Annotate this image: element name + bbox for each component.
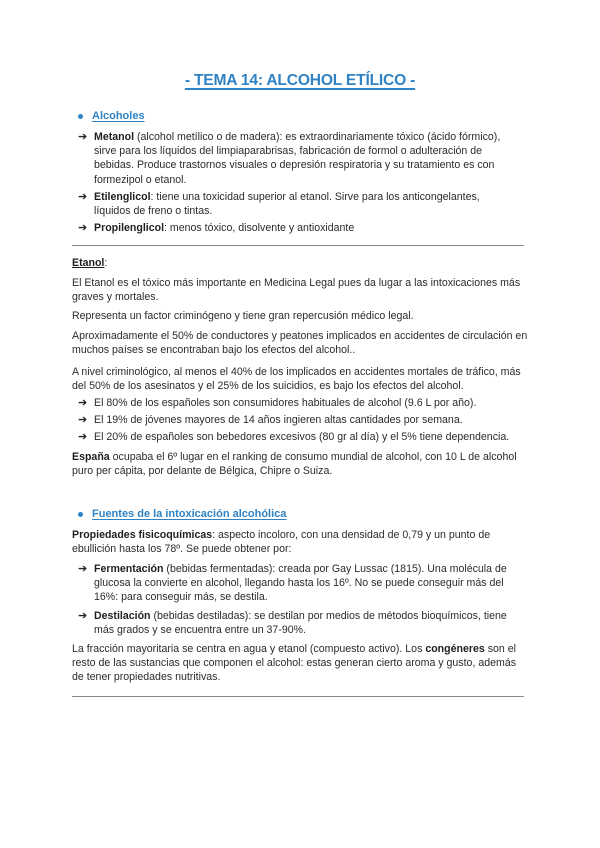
item-term: Fermentación [94, 563, 164, 575]
item-text: : menos tóxico, disolvente y antioxidante [164, 222, 355, 235]
etanol-label-suffix: : [104, 257, 108, 269]
list-item [78, 221, 518, 235]
page-title [0, 74, 600, 89]
title-text: - TEMA 14: ALCOHOL ETÍLICO - [184, 72, 416, 89]
alcoholes-list [78, 130, 518, 238]
arrow-right-icon: ➔ [78, 609, 88, 622]
properties-bold: Propiedades fisicoquímicas [72, 529, 213, 541]
obtention-list [78, 562, 518, 640]
etanol-paragraph-4: A nivel criminológico, al menos el 40% de los implicados en accidentes mortales de tráfico, más del 50% de los asesinatos y el 25% de los suicidios, es bajo los efectos del alcohol. [72, 366, 521, 393]
section-heading-alcoholes [78, 109, 145, 123]
divider [72, 245, 524, 246]
list-item [78, 190, 518, 218]
etanol-paragraph-1: El Etanol es el tóxico más importante en Medicina Legal pues da lugar a las intoxicaciones más graves y mortales. [72, 277, 521, 304]
etanol-paragraph-2: Representa un factor criminógeno y tiene gran repercusión médico legal. [72, 310, 414, 322]
arrow-right-icon: ➔ [78, 563, 88, 575]
list-item [78, 413, 518, 427]
list-item [78, 609, 518, 637]
item-term: Etilenglicol [94, 190, 151, 203]
item-text: El 19% de jóvenes mayores de 14 años ingieren altas cantidades por semana. [94, 414, 463, 427]
espana-bold: España [72, 451, 110, 463]
divider [72, 696, 524, 697]
section-heading-text: Alcoholes [92, 110, 145, 122]
properties-text: : aspecto incoloro, con una densidad de 0,79 y un punto de ebullición hasta los 78º. Se puede obtener por: [72, 529, 491, 556]
etanol-label [72, 256, 530, 270]
item-text: (bebidas destiladas): se destilan por medios de métodos bioquímicos, tiene más grados y se encuentra entre un 37-90%. [94, 609, 507, 636]
final-bold: congéneres [425, 643, 485, 655]
section-heading-text: Fuentes de la intoxicación alcohólica [92, 508, 287, 520]
item-text: : tiene una toxicidad superior al etanol. Sirve para los anticongelantes, líquidos de freno o tintas. [94, 190, 480, 218]
list-item [78, 562, 518, 605]
final-text-b: son el resto de las sustancias que componen el alcohol: estas generan cierto aroma y gusto, además de tener propiedades nutritivas. [72, 643, 517, 684]
item-term: Propilenglicol [94, 222, 165, 235]
item-term: Destilación [94, 609, 151, 622]
arrow-right-icon: ➔ [78, 431, 88, 444]
etanol-stats-list [78, 396, 518, 448]
list-item [78, 396, 518, 410]
final-paragraph [72, 642, 530, 685]
etanol-paragraph-5 [72, 450, 530, 478]
final-text-a: La fracción mayoritaria se centra en agua y etanol (compuesto activo). Los [72, 643, 426, 655]
bullet-dot-icon [78, 512, 83, 517]
properties-paragraph [72, 528, 530, 556]
item-text: (bebidas fermentadas): creada por Gay Lussac (1815). Una molécula de glucosa la convierte en alcohol, llegando hasta los 16º. No se puede conseguir más del 16%: para conseguir más, se destila. [94, 563, 507, 604]
arrow-right-icon: ➔ [78, 222, 88, 235]
section-heading-fuentes [78, 507, 286, 521]
arrow-right-icon: ➔ [78, 397, 88, 409]
list-item [78, 130, 518, 187]
espana-text: ocupaba el 6º lugar en el ranking de consumo mundial de alcohol, con 10 L de alcohol puro per cápita, por delante de Bélgica, Chipre o Suiza. [72, 451, 517, 478]
etanol-paragraph-3: Aproximadamente el 50% de conductores y peatones implicados en accidentes de circulación en muchos países se encontraban bajo los efectos del alcohol.. [72, 330, 528, 357]
list-item [78, 430, 518, 444]
arrow-right-icon: ➔ [78, 414, 88, 427]
arrow-right-icon: ➔ [78, 190, 88, 203]
arrow-right-icon: ➔ [78, 131, 88, 143]
item-term: Metanol [94, 131, 135, 143]
etanol-label-text: Etanol [72, 257, 105, 269]
item-text: (alcohol metílico o de madera): es extraordinariamente tóxico (ácido fórmico), sirve para los líquidos del limpiaparabrisas, fabricación de formol o adulteración de bebidas. Produce trastornos visuales o depresión respiratoria y su tratamiento es con formezipol o etanol. [94, 131, 501, 186]
bullet-dot-icon [78, 114, 83, 119]
item-text: El 20% de españoles son bebedores excesivos (80 gr al día) y el 5% tiene dependencia. [94, 431, 510, 444]
item-text: El 80% de los españoles son consumidores habituales de alcohol (9.6 L por año). [94, 397, 477, 409]
